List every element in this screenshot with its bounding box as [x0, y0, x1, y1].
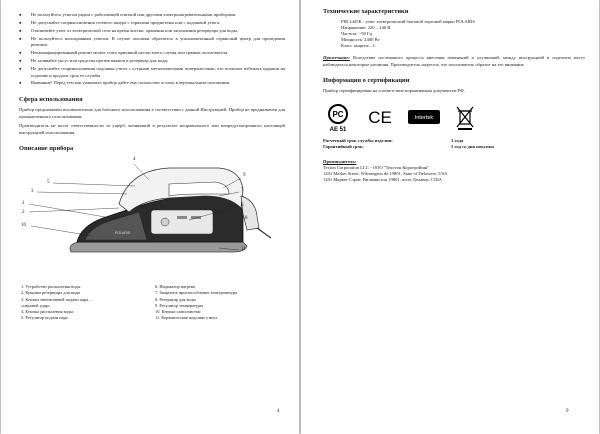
parts-list: [19, 284, 285, 321]
part-item: 11. Керамическая подошва утюга: [155, 314, 218, 320]
warning-item: ● Внимание! Перед тем как упаковать прибор дайте ему полностью остыть в вертикальном положении.: [19, 80, 285, 87]
note-text: Вследствие постоянного процесса внесения изменений и улучшений, между инструкцией и изделием могут наблюдаться некоторые различия. Производитель надеется, что пользователь обратит на это внимание.: [323, 55, 585, 67]
warning-item: ● Не пользуйтесь утюгом рядом с работающей плиткой или другими электронагревательными приборами.: [19, 12, 285, 19]
callout-3: 3: [31, 189, 34, 195]
control-panel-shape: [151, 210, 213, 234]
intertek-mark-icon: [407, 106, 441, 128]
cert-heading: Информация о сертификации: [323, 77, 410, 85]
spec-line: Напряжение: 220 – 240 В.: [341, 25, 392, 31]
part-item: 4. Кнопка распыления воды: [21, 308, 73, 314]
warning-item: ● Неквалифицированный ремонт может стать причиной несчастного случая или травмы пользователя.: [19, 50, 285, 57]
spec-line: Мощность: 2400 Вт: [341, 37, 380, 43]
note-paragraph: [323, 55, 585, 68]
tech-specs: [323, 19, 585, 49]
handle-opening-shape: [169, 182, 229, 196]
right-page: [301, 0, 599, 434]
iron-logo: POLARIS: [115, 231, 131, 236]
page-number: 4: [277, 409, 280, 414]
callout-9: 9: [243, 173, 246, 179]
manufacturer-line: 1201 Маркет Стрит, Вилмингтон 19801, штат Делавер, США: [323, 177, 443, 183]
scope-paragraph-2: Производитель не несет ответственности за ущерб, возникший в результате неправильного или непредусмотренного настоящей инструкцией использования.: [19, 123, 285, 135]
iron-diagram: [19, 156, 285, 276]
service-life-value: 3 года: [451, 137, 464, 143]
warranty-row: [323, 144, 585, 150]
cert-text: Прибор сертифицирован на соответствие нормативным документам РФ.: [323, 88, 465, 94]
safety-warnings-list: [19, 12, 285, 87]
warning-item: ● Не заливайте уксус или средства против накипи в резервуар для воды.: [19, 58, 285, 65]
panel-button-shape: [177, 216, 187, 219]
ce-mark-text: CE: [368, 107, 392, 127]
spec-line: PIR 2445K - утюг электрический бытовой торговой марки POLARIS: [341, 19, 475, 24]
intertek-mark-text: Intertek: [414, 114, 434, 121]
soleplate-shape: [70, 242, 247, 252]
part-item: 6. Индикатор нагрева: [155, 284, 195, 290]
scope-heading: Сфера использования: [19, 96, 83, 104]
callout-4: 4: [133, 157, 136, 163]
weee-bin-icon: [455, 104, 475, 130]
callout-6: 6: [241, 203, 244, 209]
warning-item: ● Отключайте утюг от электрической сети на время чистки, хранения или заполнения резервуара для воды.: [19, 28, 285, 35]
part-item: 2. Крышка резервуара для воды: [21, 290, 81, 296]
warning-item: ● Не допускайте соприкосновения сетевого шнура с горячими предметами или с подошвой утюга.: [19, 20, 285, 27]
callout-2: 2: [22, 210, 25, 216]
spec-line: Класс защиты – I.: [341, 43, 376, 49]
ce-mark-icon: [367, 107, 393, 127]
callout-8: 8: [245, 216, 248, 222]
part-item: «паровой удар»: [21, 302, 51, 308]
callout-5: 5: [47, 180, 50, 186]
certification-marks: [323, 102, 585, 132]
manufacturer-line: Texton Corporation LLC - ООО "Текстон Корпорэйшн": [323, 164, 430, 170]
note-label: Примечание:: [323, 55, 350, 61]
ae-mark-text: AE 51: [329, 126, 347, 132]
callout-10: 10: [21, 223, 26, 229]
part-item: 3. Кнопка интенсивной подачи пара –: [21, 296, 92, 302]
panel-button-shape: [191, 216, 201, 219]
rst-mark-text: PC: [332, 109, 344, 119]
warranty-value: 1 год со дня покупки: [451, 144, 494, 150]
scope-paragraph-1: Прибор предназначен исключительно для бытового использования в соответствии с данной Инструкцией. Прибор не предназначен для промышленного использования.: [19, 107, 285, 119]
rst-mark-icon: [323, 102, 353, 132]
manufacturer-title: Производитель:: [323, 158, 357, 164]
description-heading: Описание прибора: [19, 145, 74, 153]
cord-guard-shape: [241, 196, 259, 230]
left-page: [1, 0, 299, 434]
part-item: 1. Устройство распыления воды: [21, 284, 81, 290]
part-item: 9. Регулятор температуры: [155, 302, 204, 308]
warranty-label: Гарантийный срок:: [323, 144, 364, 150]
part-item: 10. Кнопка самоочистки: [155, 308, 201, 314]
callout-7: 7: [241, 188, 244, 194]
warning-item: ● Не пользуйтесь неисправным утюгом. В случае поломки обратитесь в уполномоченный сервисный центр для проведения ремонта.: [19, 36, 285, 49]
service-life-block: [323, 138, 585, 151]
page-number: 9: [566, 409, 569, 414]
callout-11: 11: [241, 247, 246, 253]
callout-1: 1: [22, 201, 25, 207]
spec-line: Частота: ~50 Гц: [341, 31, 373, 37]
warning-item: ● Не допускайте соприкосновения подошвы утюга с острыми металлическими поверхностями, что позволит избежать царапин на подошве и продлит срок ее службы.: [19, 66, 285, 79]
manufacturer-line: 1201 Market Street, Wilmington de.19801, State of Delaware, USA: [323, 171, 448, 177]
part-item: 8. Резервуар для воды: [155, 296, 196, 302]
part-item: 7. Защитное приспособление электрошнура: [155, 290, 237, 296]
manufacturer-block: [323, 159, 585, 184]
parts-list-column-1: [19, 284, 155, 321]
dial-shape: [161, 218, 169, 226]
part-item: 5. Регулятор подачи пара: [21, 314, 68, 320]
power-cord-line: [257, 228, 271, 238]
tech-specs-heading: Технические характеристики: [323, 8, 409, 15]
service-life-label: Расчетный срок службы изделия:: [323, 137, 393, 143]
parts-list-column-2: [155, 284, 285, 321]
